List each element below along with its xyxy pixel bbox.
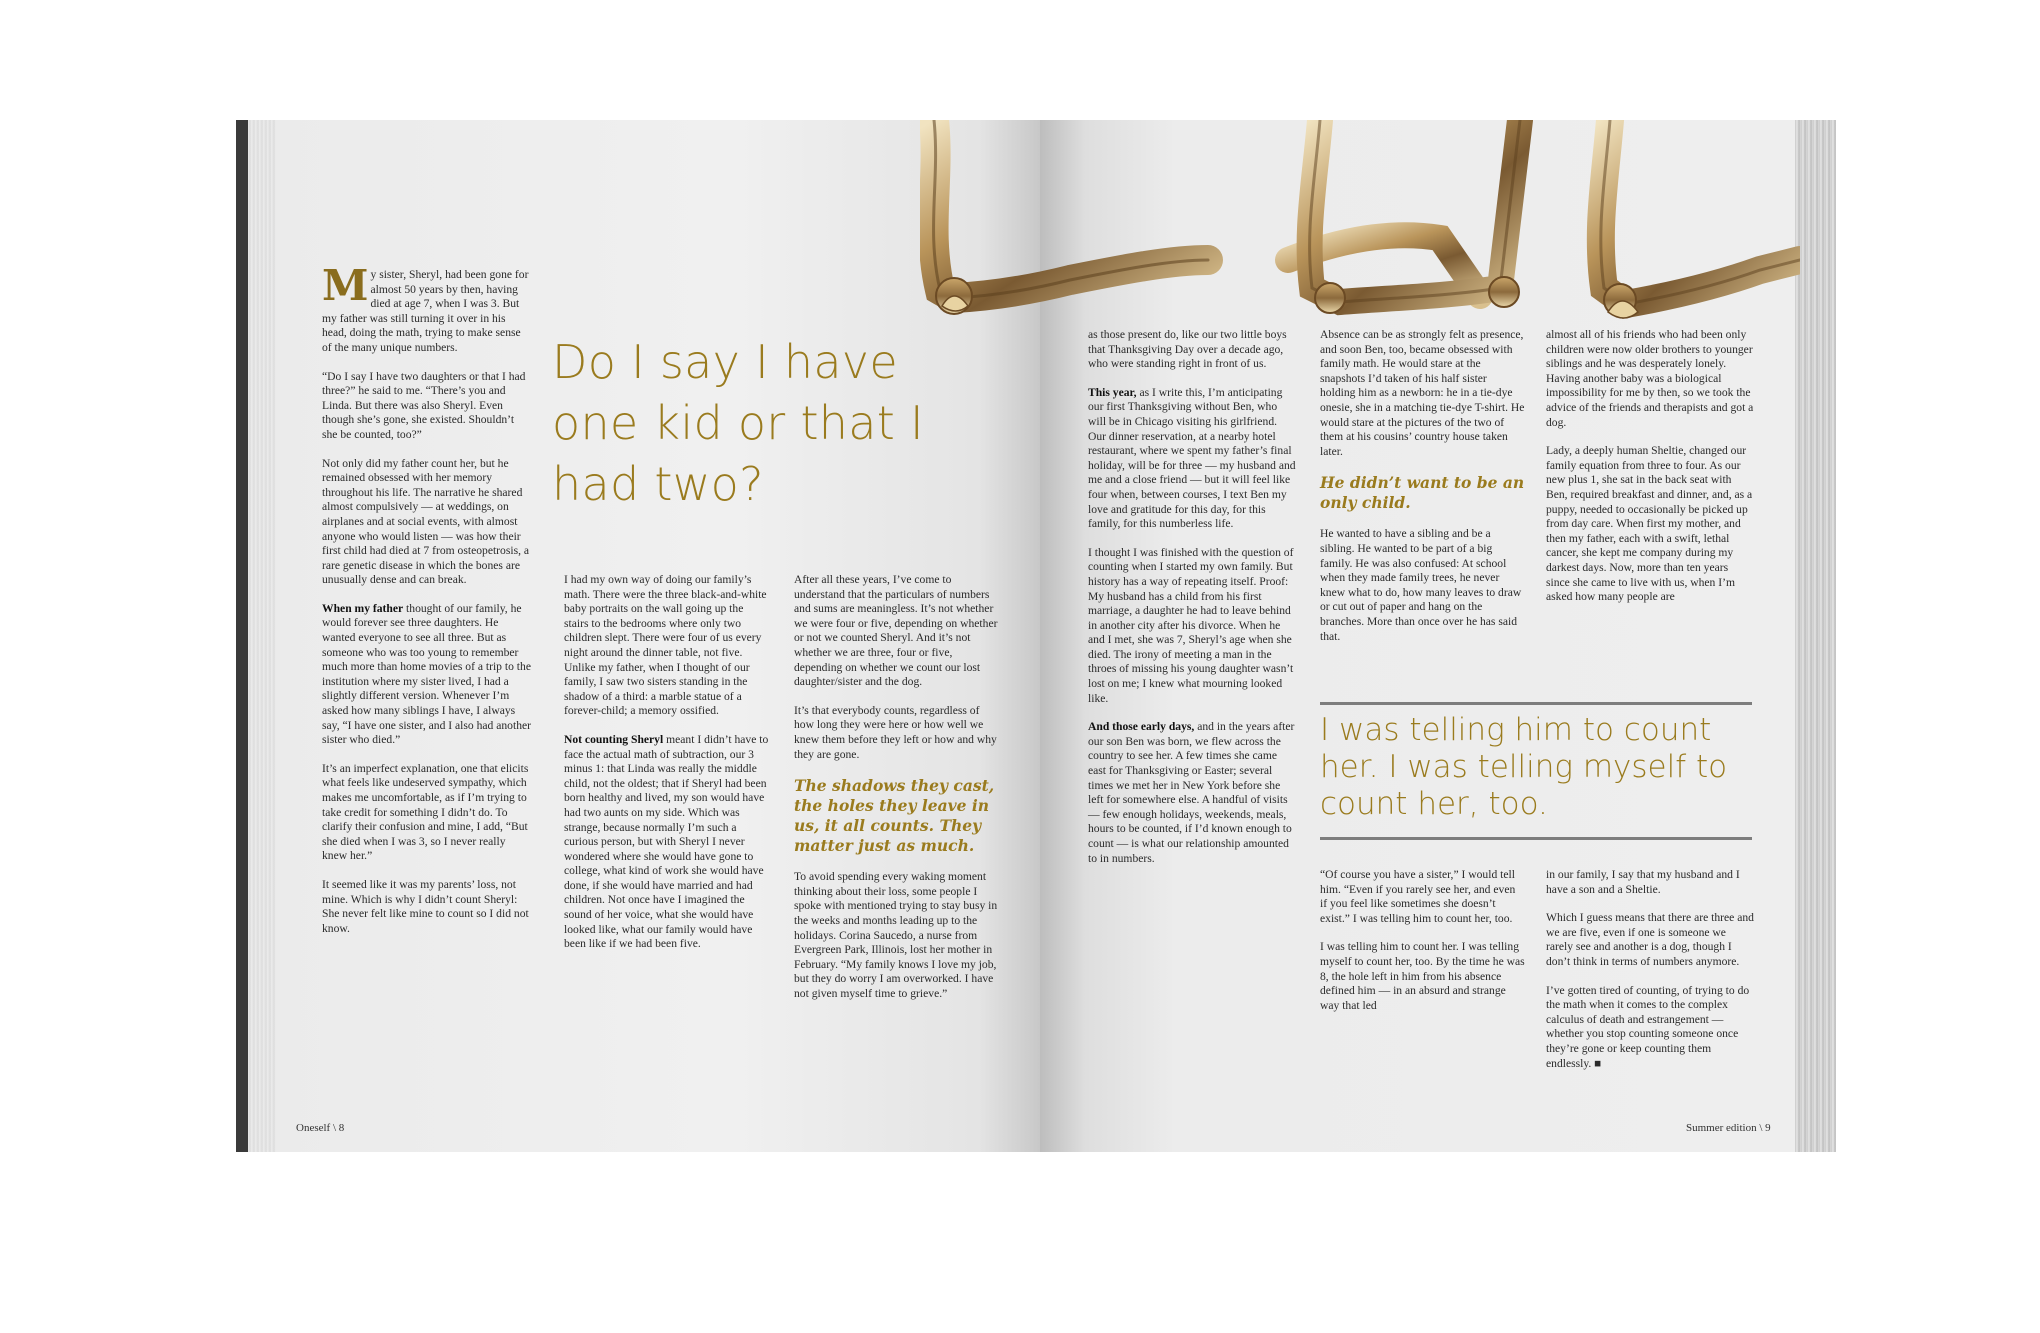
paragraph: in our family, I say that my husband and I have a son and a Sheltie. [1546, 868, 1740, 896]
right-column-3-bottom [1546, 868, 1754, 1085]
paragraph: It’s that everybody counts, regardless of how long they were here or how well we knew them before they left or how and why they are gone. [794, 703, 997, 761]
frame-segment-middle [1288, 120, 1520, 313]
italic-pull-quote: He didn’t want to be an only child. [1320, 473, 1525, 513]
paragraph: Lady, a deeply human Sheltie, changed our family equation from three to four. As our new plus 1, she sat in the back seat with Ben, required breakfast and dinner, and, as a puppy, needed to occasionally be picked up from day care. When first my mother, and then my father, each with a swift, lethal cancer, she kept me company during my darkest days. Now, more than ten years since she came to live with us, when I’m asked how many people are [1546, 444, 1753, 604]
paragraph: Absence can be as strongly felt as presence, and soon Ben, too, became obsessed with family math. He would stare at the snapshots I’d taken of his half sister holding him as a newborn: he in a tie-dye onesie, she in a matching tie-dye T-shirt. He would stare at the pictures of the two of them at his cousins’ country house taken later. [1320, 328, 1525, 458]
left-column-1 [322, 261, 532, 950]
drop-cap: M [322, 261, 369, 310]
paragraph: To avoid spending every waking moment thinking about their loss, some people I spoke with mentioned trying to stay busy in the weeks and months leading up to the holidays. Corina Saucedo, a nurse from Evergreen Park, Illinois, lost her mother in February. “My family knows I love my job, but they do worry I am overworked. I have not given myself time to grieve.” [794, 870, 998, 1000]
paragraph: This year, as I write this, I’m anticipating our first Thanksgiving without Ben, who will be in Chicago visiting his girlfriend. Our dinner reservation, at a nearby hotel restaurant, where we spent my father’s final holiday, will be for three — my husband and me and a close friend — but it will feel like four when, between courses, I text Ben my love and gratitude for this day, for this family, for this numberless life. [1088, 385, 1296, 531]
paragraph: I had my own way of doing our family’s math. There were the three black-and-white baby portraits on the wall going up the stairs to the bedrooms where only two children slept. There were four of us every night around the dinner table, not five. Unlike my father, when I thought of our family, I saw two sisters standing in the shadow of a third: a marble statue of a forever-child; a memory ossified. [564, 573, 767, 718]
book-spine-edge [236, 120, 248, 1152]
paragraph: It’s an imperfect explanation, one that elicits what feels like undeserved sympathy, which makes me uncomfortable, as if I’m trying to take credit for something I didn’t do. To clarify their confusion and mine, I add, “But she died when I was 3, so I never really knew her.” [322, 761, 529, 863]
pull-quote-medium: I was telling him to count her. I was telling myself to count her, too. [1320, 712, 1728, 822]
right-column-2-bottom [1320, 868, 1525, 1027]
right-page-edges [1795, 120, 1836, 1152]
right-column-3-top [1546, 328, 1754, 619]
paragraph: Which I guess means that there are three and we are five, even if one is someone we rarely see and another is a dog, though I don’t think in terms of numbers anymore. [1546, 911, 1754, 968]
paragraph: “Of course you have a sister,” I would tell him. “Even if you rarely see her, and even if you feel like sometimes she doesn’t exist.” I was telling him to count her, too. [1320, 868, 1516, 925]
frame-segment-left [934, 120, 1208, 314]
paragraph: When my father thought of our family, he would forever see three daughters. He wanted everyone to see all three. But as someone who was too young to remember much more than home movies of a trip to the institution where my sister lived, I had a slightly different version. Whenever I’m asked how many siblings I have, I always say, “I have one sister, and I also had another sister who died.” [322, 601, 532, 747]
opening-paragraph: My sister, Sheryl, had been gone for almost 50 years by then, having died at age 7, when I was 3. But my father was still turning it over in his head, doing the math, trying to make sense of the many unique numbers. [322, 261, 529, 354]
paragraph: I thought I was finished with the question of counting when I started my own family. But history has a way of repeating itself. Proof: My husband has a child from his first marriage, a daughter he had to leave behind in another city after his divorce. When he and I met, she was 7, Sheryl’s age when she died. The irony of meeting a man in the throes of missing his young daughter wasn’t lost on me; I knew what mourning looked like. [1088, 545, 1294, 705]
paragraph: I’ve gotten tired of counting, of trying to do the math when it comes to the complex calculus of death and estrangement — whether you stop counting someone once they’re gone or keep counting them endlessly. ■ [1546, 983, 1750, 1070]
italic-pull-quote: The shadows they cast, the holes they leave in us, it all counts. They matter just as much. [794, 776, 995, 856]
ornate-frame-illustration [920, 120, 1800, 330]
folio-left: Oneself \ 8 [296, 1122, 345, 1134]
left-page-edges [248, 120, 276, 1152]
paragraph: Not only did my father count her, but he remained obsessed with her memory throughout his life. The narrative he shared almost compulsively — at weddings, on airplanes and at social events, with almost anyone who would listen — was how their first child had died at 7 from osteopetrosis, a rare genetic disease in which the bones are unusually dense and can break. [322, 456, 530, 587]
pull-quote-rule-top [1320, 702, 1752, 705]
right-column-2-top [1320, 328, 1525, 658]
paragraph: He wanted to have a sibling and be a sibling. He wanted to be part of a big family. He was also confused: At school when they made family trees, he never knew what to do, how many leaves to draw or cut out of paper and hang on the branches. More than once over he has said that. [1320, 527, 1522, 643]
left-column-2 [564, 573, 769, 966]
paragraph: almost all of his friends who had been only children were now older brothers to younger siblings and he was desperately lonely. Having another baby was a biological impossibility for me by then, so we took the advice of the friends and therapists and got a dog. [1546, 328, 1754, 429]
pull-quote-large: Do I say I have one kid or that I had two? [552, 335, 924, 511]
pull-quote-rule-bottom [1320, 837, 1752, 840]
right-column-1 [1088, 328, 1296, 880]
paragraph: “Do I say I have two daughters or that I had three?” he said to me. “There’s you and Linda. But there was also Sheryl. Even though she’s gone, she existed. Shouldn’t she be counted, too?” [322, 369, 526, 441]
paragraph: as those present do, like our two little boys that Thanksgiving Day over a decade ago, who were standing right in front of us. [1088, 328, 1287, 371]
paragraph: Not counting Sheryl meant I didn’t have to face the actual math of subtraction, our 3 minus 1: that Linda was really the middle child, not the oldest; that if Sheryl had been born healthy and lived, my son would have had two aunts on my side. Which was strange, because normally I’m such a curious person, but with Sheryl I never wondered where she would have gone to college, what kind of work she would have done, if she would have married and had children. Not once have I imagined the sound of her voice, what she would have looked like, what our family would have been like if we had been five. [564, 732, 769, 951]
paragraph: I was telling him to count her. I was telling myself to count her, too. By the time he was 8, the hole left in him from his absence defined him — in an absurd and strange way that led [1320, 940, 1525, 1012]
paragraph: After all these years, I’ve come to understand that the particulars of numbers and sums are meaningless. It’s not whether we were four or five, depending on whether or not we counted Sheryl. And it’s not whether we are three, four or five, depending on whether we count our lost daughter/sister and the dog. [794, 573, 998, 689]
left-column-3 [794, 573, 1002, 1015]
paragraph: And those early days, and in the years after our son Ben was born, we flew across the country to see her. A few times she came east for Thanksgiving or Easter; several times we met her in New York before she left for somewhere else. A handful of visits — few enough holidays, weekends, meals, hours to be counted, if I’d known enough to count — is what our relationship amounted to in numbers. [1088, 720, 1295, 865]
paragraph: It seemed like it was my parents’ loss, not mine. Which is why I didn’t count Sheryl: She never felt like mine to count so I did not know. [322, 877, 529, 935]
folio-right: Summer edition \ 9 [1686, 1122, 1771, 1134]
frame-segment-right [1601, 120, 1800, 318]
